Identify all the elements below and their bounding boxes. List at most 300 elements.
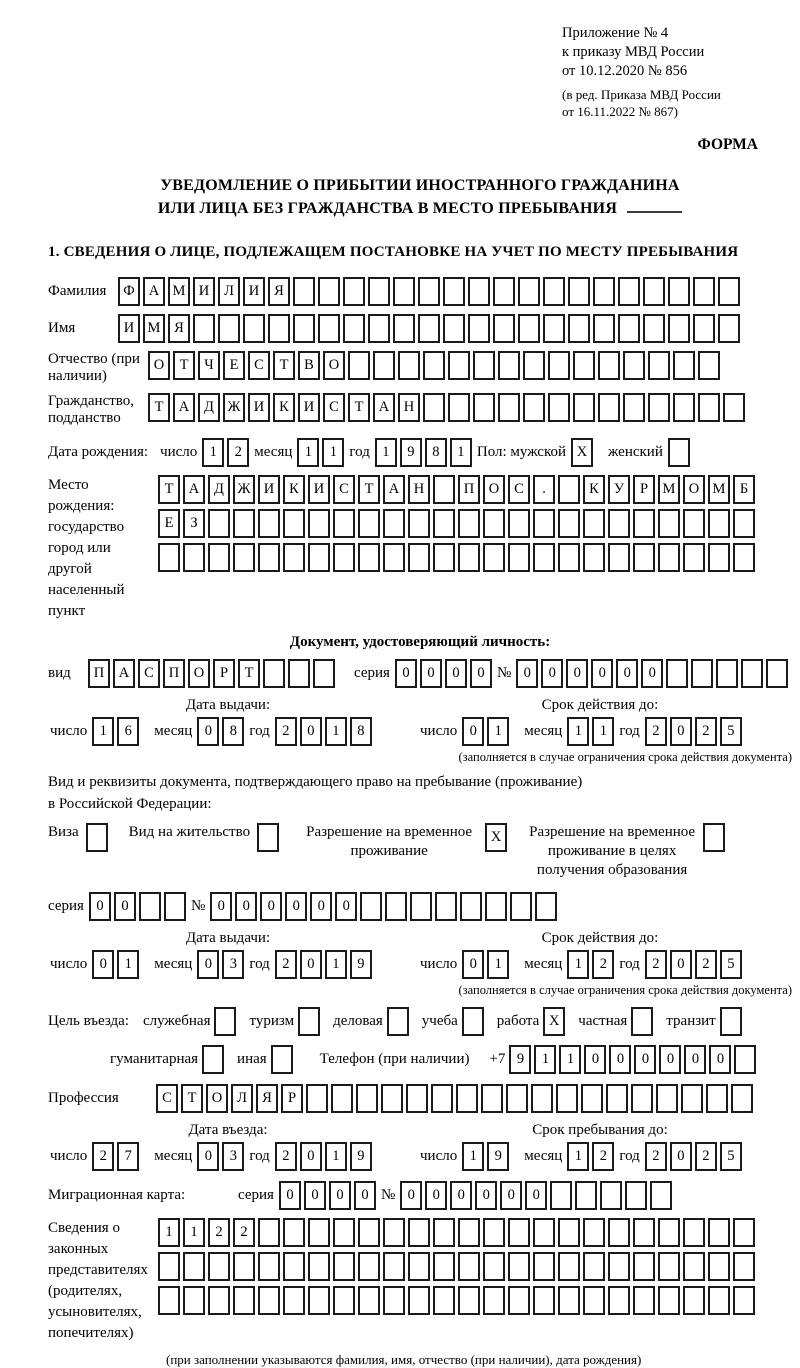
char-box[interactable]: С <box>156 1084 178 1113</box>
char-box[interactable] <box>731 1084 753 1113</box>
char-box[interactable] <box>683 1286 705 1315</box>
char-box[interactable] <box>193 314 215 343</box>
char-box[interactable]: 0 <box>300 1142 322 1171</box>
char-box[interactable]: М <box>658 475 680 504</box>
char-box[interactable] <box>683 543 705 572</box>
char-box[interactable] <box>548 393 570 422</box>
char-box[interactable]: 1 <box>462 1142 484 1171</box>
char-box[interactable]: 0 <box>300 950 322 979</box>
char-box[interactable]: 1 <box>375 438 397 467</box>
char-box[interactable] <box>583 1286 605 1315</box>
char-box[interactable] <box>483 1252 505 1281</box>
char-box[interactable] <box>458 1252 480 1281</box>
char-box[interactable]: 9 <box>350 950 372 979</box>
char-box[interactable]: 1 <box>567 717 589 746</box>
char-box[interactable]: М <box>708 475 730 504</box>
char-box[interactable] <box>733 1218 755 1247</box>
char-box[interactable] <box>510 892 532 921</box>
char-box[interactable]: 0 <box>684 1045 706 1074</box>
char-box[interactable]: 0 <box>400 1181 422 1210</box>
char-box[interactable] <box>618 314 640 343</box>
char-box[interactable]: С <box>333 475 355 504</box>
char-box[interactable]: Я <box>256 1084 278 1113</box>
char-box[interactable] <box>733 1286 755 1315</box>
char-box[interactable] <box>508 509 530 538</box>
char-box[interactable] <box>398 351 420 380</box>
char-box[interactable] <box>481 1084 503 1113</box>
char-box[interactable] <box>668 314 690 343</box>
char-box[interactable]: Т <box>358 475 380 504</box>
char-box[interactable] <box>218 314 240 343</box>
char-box[interactable]: Я <box>268 277 290 306</box>
char-box[interactable]: X <box>571 438 593 467</box>
char-box[interactable]: 1 <box>322 438 344 467</box>
char-box[interactable] <box>383 1218 405 1247</box>
char-box[interactable] <box>433 1286 455 1315</box>
char-box[interactable]: 7 <box>117 1142 139 1171</box>
char-box[interactable] <box>358 1286 380 1315</box>
char-box[interactable]: 2 <box>695 1142 717 1171</box>
char-box[interactable]: 1 <box>202 438 224 467</box>
char-box[interactable] <box>508 1252 530 1281</box>
char-box[interactable]: О <box>188 659 210 688</box>
char-box[interactable] <box>208 509 230 538</box>
char-box[interactable]: 2 <box>92 1142 114 1171</box>
char-box[interactable]: 2 <box>275 717 297 746</box>
char-box[interactable] <box>333 1218 355 1247</box>
char-box[interactable] <box>313 659 335 688</box>
char-box[interactable]: 0 <box>516 659 538 688</box>
char-box[interactable]: И <box>193 277 215 306</box>
char-box[interactable] <box>703 823 725 852</box>
char-box[interactable] <box>733 543 755 572</box>
char-box[interactable] <box>666 659 688 688</box>
char-box[interactable] <box>708 509 730 538</box>
char-box[interactable] <box>358 1218 380 1247</box>
char-box[interactable] <box>558 1286 580 1315</box>
char-box[interactable] <box>293 277 315 306</box>
char-box[interactable] <box>308 1286 330 1315</box>
char-box[interactable] <box>708 1218 730 1247</box>
char-box[interactable] <box>733 509 755 538</box>
char-box[interactable] <box>308 1218 330 1247</box>
char-box[interactable] <box>381 1084 403 1113</box>
char-box[interactable] <box>518 277 540 306</box>
char-box[interactable]: 0 <box>92 950 114 979</box>
char-box[interactable]: 0 <box>329 1181 351 1210</box>
char-box[interactable]: 0 <box>670 1142 692 1171</box>
char-box[interactable]: 0 <box>670 950 692 979</box>
char-box[interactable]: 9 <box>350 1142 372 1171</box>
char-box[interactable] <box>533 1252 555 1281</box>
char-box[interactable] <box>383 543 405 572</box>
char-box[interactable]: 0 <box>584 1045 606 1074</box>
char-box[interactable]: Я <box>168 314 190 343</box>
char-box[interactable]: 9 <box>509 1045 531 1074</box>
char-box[interactable] <box>306 1084 328 1113</box>
char-box[interactable]: А <box>143 277 165 306</box>
char-box[interactable]: 0 <box>235 892 257 921</box>
char-box[interactable]: 2 <box>645 1142 667 1171</box>
char-box[interactable] <box>283 1218 305 1247</box>
char-box[interactable] <box>208 543 230 572</box>
char-box[interactable] <box>608 543 630 572</box>
char-box[interactable] <box>558 1252 580 1281</box>
char-box[interactable]: Р <box>213 659 235 688</box>
char-box[interactable] <box>533 543 555 572</box>
char-box[interactable]: 0 <box>197 950 219 979</box>
char-box[interactable] <box>633 1218 655 1247</box>
char-box[interactable] <box>368 277 390 306</box>
char-box[interactable] <box>718 314 740 343</box>
char-box[interactable]: 1 <box>450 438 472 467</box>
char-box[interactable]: Ч <box>198 351 220 380</box>
char-box[interactable]: 3 <box>222 1142 244 1171</box>
char-box[interactable]: Ж <box>233 475 255 504</box>
char-box[interactable] <box>734 1045 756 1074</box>
char-box[interactable] <box>698 351 720 380</box>
char-box[interactable] <box>608 1286 630 1315</box>
char-box[interactable]: 0 <box>500 1181 522 1210</box>
char-box[interactable] <box>308 543 330 572</box>
char-box[interactable] <box>263 659 285 688</box>
char-box[interactable]: В <box>298 351 320 380</box>
char-box[interactable]: 0 <box>591 659 613 688</box>
char-box[interactable] <box>373 351 395 380</box>
char-box[interactable] <box>558 509 580 538</box>
char-box[interactable] <box>633 1286 655 1315</box>
char-box[interactable]: С <box>248 351 270 380</box>
char-box[interactable]: 0 <box>616 659 638 688</box>
char-box[interactable] <box>633 543 655 572</box>
char-box[interactable] <box>643 277 665 306</box>
char-box[interactable]: Т <box>173 351 195 380</box>
char-box[interactable] <box>533 509 555 538</box>
char-box[interactable] <box>543 277 565 306</box>
char-box[interactable] <box>673 393 695 422</box>
char-box[interactable] <box>418 277 440 306</box>
char-box[interactable] <box>535 892 557 921</box>
char-box[interactable] <box>716 659 738 688</box>
char-box[interactable] <box>258 1286 280 1315</box>
char-box[interactable] <box>358 509 380 538</box>
char-box[interactable] <box>333 1286 355 1315</box>
char-box[interactable]: Н <box>408 475 430 504</box>
char-box[interactable] <box>423 393 445 422</box>
char-box[interactable] <box>183 1252 205 1281</box>
char-box[interactable]: 2 <box>275 950 297 979</box>
char-box[interactable] <box>543 314 565 343</box>
char-box[interactable] <box>233 509 255 538</box>
char-box[interactable]: 0 <box>670 717 692 746</box>
char-box[interactable] <box>720 1007 742 1036</box>
char-box[interactable]: О <box>148 351 170 380</box>
char-box[interactable] <box>598 393 620 422</box>
char-box[interactable] <box>533 1286 555 1315</box>
char-box[interactable] <box>360 892 382 921</box>
char-box[interactable] <box>358 1252 380 1281</box>
char-box[interactable]: 0 <box>300 717 322 746</box>
char-box[interactable]: П <box>88 659 110 688</box>
char-box[interactable] <box>258 1252 280 1281</box>
char-box[interactable] <box>283 509 305 538</box>
char-box[interactable] <box>575 1181 597 1210</box>
char-box[interactable] <box>433 1252 455 1281</box>
char-box[interactable] <box>158 1252 180 1281</box>
char-box[interactable] <box>418 314 440 343</box>
char-box[interactable] <box>708 1286 730 1315</box>
char-box[interactable] <box>410 892 432 921</box>
char-box[interactable]: 2 <box>208 1218 230 1247</box>
char-box[interactable]: 3 <box>222 950 244 979</box>
char-box[interactable]: А <box>373 393 395 422</box>
char-box[interactable]: И <box>243 277 265 306</box>
char-box[interactable]: 2 <box>645 717 667 746</box>
char-box[interactable] <box>506 1084 528 1113</box>
char-box[interactable]: 1 <box>592 717 614 746</box>
char-box[interactable]: О <box>206 1084 228 1113</box>
char-box[interactable]: П <box>163 659 185 688</box>
char-box[interactable] <box>708 543 730 572</box>
char-box[interactable] <box>485 892 507 921</box>
char-box[interactable] <box>343 277 365 306</box>
char-box[interactable]: 0 <box>285 892 307 921</box>
char-box[interactable]: 0 <box>450 1181 472 1210</box>
char-box[interactable] <box>741 659 763 688</box>
char-box[interactable] <box>393 277 415 306</box>
char-box[interactable]: 1 <box>487 950 509 979</box>
char-box[interactable] <box>383 1286 405 1315</box>
char-box[interactable] <box>164 892 186 921</box>
char-box[interactable]: 5 <box>720 1142 742 1171</box>
char-box[interactable] <box>356 1084 378 1113</box>
char-box[interactable] <box>456 1084 478 1113</box>
char-box[interactable] <box>583 1218 605 1247</box>
char-box[interactable]: 0 <box>462 950 484 979</box>
char-box[interactable]: 1 <box>534 1045 556 1074</box>
char-box[interactable]: 5 <box>720 950 742 979</box>
char-box[interactable]: 2 <box>227 438 249 467</box>
char-box[interactable] <box>691 659 713 688</box>
char-box[interactable]: Ж <box>223 393 245 422</box>
char-box[interactable] <box>433 543 455 572</box>
char-box[interactable]: Е <box>158 509 180 538</box>
char-box[interactable]: 0 <box>541 659 563 688</box>
char-box[interactable] <box>433 475 455 504</box>
char-box[interactable]: 0 <box>197 717 219 746</box>
char-box[interactable] <box>243 314 265 343</box>
char-box[interactable] <box>608 1218 630 1247</box>
char-box[interactable] <box>718 277 740 306</box>
char-box[interactable] <box>573 351 595 380</box>
char-box[interactable] <box>681 1084 703 1113</box>
char-box[interactable] <box>408 1286 430 1315</box>
char-box[interactable]: 1 <box>183 1218 205 1247</box>
char-box[interactable]: 0 <box>304 1181 326 1210</box>
char-box[interactable] <box>558 1218 580 1247</box>
char-box[interactable] <box>468 314 490 343</box>
char-box[interactable] <box>283 1286 305 1315</box>
char-box[interactable]: 1 <box>325 717 347 746</box>
char-box[interactable] <box>633 509 655 538</box>
char-box[interactable] <box>723 393 745 422</box>
char-box[interactable]: 1 <box>325 950 347 979</box>
char-box[interactable] <box>518 314 540 343</box>
char-box[interactable]: X <box>543 1007 565 1036</box>
char-box[interactable] <box>698 393 720 422</box>
char-box[interactable] <box>493 314 515 343</box>
char-box[interactable] <box>393 314 415 343</box>
char-box[interactable]: С <box>138 659 160 688</box>
char-box[interactable] <box>258 1218 280 1247</box>
char-box[interactable] <box>408 1218 430 1247</box>
char-box[interactable] <box>668 277 690 306</box>
char-box[interactable] <box>183 543 205 572</box>
char-box[interactable] <box>483 1286 505 1315</box>
char-box[interactable] <box>308 1252 330 1281</box>
char-box[interactable]: 0 <box>525 1181 547 1210</box>
char-box[interactable] <box>333 509 355 538</box>
char-box[interactable]: 2 <box>695 717 717 746</box>
char-box[interactable] <box>435 892 457 921</box>
char-box[interactable] <box>673 351 695 380</box>
char-box[interactable] <box>593 314 615 343</box>
char-box[interactable]: А <box>383 475 405 504</box>
char-box[interactable]: 0 <box>114 892 136 921</box>
char-box[interactable]: И <box>298 393 320 422</box>
char-box[interactable] <box>508 1286 530 1315</box>
char-box[interactable] <box>86 823 108 852</box>
char-box[interactable]: 1 <box>92 717 114 746</box>
char-box[interactable] <box>331 1084 353 1113</box>
char-box[interactable]: Д <box>198 393 220 422</box>
char-box[interactable] <box>458 1286 480 1315</box>
char-box[interactable] <box>608 1252 630 1281</box>
char-box[interactable] <box>658 509 680 538</box>
char-box[interactable]: 0 <box>641 659 663 688</box>
char-box[interactable]: Е <box>223 351 245 380</box>
char-box[interactable] <box>658 1252 680 1281</box>
char-box[interactable]: 8 <box>350 717 372 746</box>
char-box[interactable] <box>288 659 310 688</box>
char-box[interactable] <box>568 277 590 306</box>
char-box[interactable] <box>458 543 480 572</box>
char-box[interactable]: 8 <box>222 717 244 746</box>
char-box[interactable] <box>448 393 470 422</box>
char-box[interactable] <box>433 509 455 538</box>
char-box[interactable] <box>460 892 482 921</box>
char-box[interactable]: Т <box>158 475 180 504</box>
char-box[interactable] <box>333 1252 355 1281</box>
char-box[interactable]: Т <box>273 351 295 380</box>
char-box[interactable] <box>268 314 290 343</box>
char-box[interactable]: 1 <box>297 438 319 467</box>
char-box[interactable]: 1 <box>567 1142 589 1171</box>
char-box[interactable] <box>633 1252 655 1281</box>
char-box[interactable] <box>139 892 161 921</box>
char-box[interactable] <box>257 823 279 852</box>
char-box[interactable] <box>508 1218 530 1247</box>
char-box[interactable]: З <box>183 509 205 538</box>
char-box[interactable] <box>608 509 630 538</box>
char-box[interactable] <box>658 543 680 572</box>
char-box[interactable] <box>531 1084 553 1113</box>
char-box[interactable] <box>598 351 620 380</box>
char-box[interactable]: П <box>458 475 480 504</box>
char-box[interactable]: К <box>283 475 305 504</box>
char-box[interactable] <box>368 314 390 343</box>
char-box[interactable] <box>733 1252 755 1281</box>
char-box[interactable]: 2 <box>592 950 614 979</box>
char-box[interactable]: И <box>308 475 330 504</box>
char-box[interactable] <box>448 351 470 380</box>
char-box[interactable]: 9 <box>400 438 422 467</box>
char-box[interactable]: 1 <box>487 717 509 746</box>
char-box[interactable]: К <box>583 475 605 504</box>
char-box[interactable] <box>648 351 670 380</box>
char-box[interactable]: Л <box>218 277 240 306</box>
char-box[interactable] <box>581 1084 603 1113</box>
char-box[interactable] <box>258 543 280 572</box>
char-box[interactable] <box>658 1286 680 1315</box>
char-box[interactable] <box>600 1181 622 1210</box>
char-box[interactable] <box>631 1084 653 1113</box>
char-box[interactable] <box>233 1252 255 1281</box>
char-box[interactable] <box>508 543 530 572</box>
char-box[interactable]: Т <box>148 393 170 422</box>
char-box[interactable] <box>433 1218 455 1247</box>
char-box[interactable]: 6 <box>117 717 139 746</box>
char-box[interactable]: 1 <box>559 1045 581 1074</box>
char-box[interactable]: О <box>323 351 345 380</box>
char-box[interactable]: 0 <box>709 1045 731 1074</box>
char-box[interactable]: 0 <box>420 659 442 688</box>
char-box[interactable]: О <box>683 475 705 504</box>
char-box[interactable]: О <box>483 475 505 504</box>
char-box[interactable] <box>343 314 365 343</box>
char-box[interactable] <box>498 351 520 380</box>
char-box[interactable]: 5 <box>720 717 742 746</box>
char-box[interactable] <box>462 1007 484 1036</box>
char-box[interactable] <box>523 351 545 380</box>
char-box[interactable]: Н <box>398 393 420 422</box>
char-box[interactable] <box>408 1252 430 1281</box>
char-box[interactable] <box>631 1007 653 1036</box>
char-box[interactable] <box>708 1252 730 1281</box>
char-box[interactable] <box>385 892 407 921</box>
char-box[interactable]: 0 <box>395 659 417 688</box>
char-box[interactable]: 2 <box>592 1142 614 1171</box>
char-box[interactable] <box>233 1286 255 1315</box>
char-box[interactable] <box>348 351 370 380</box>
char-box[interactable] <box>293 314 315 343</box>
char-box[interactable]: Т <box>181 1084 203 1113</box>
char-box[interactable] <box>548 351 570 380</box>
char-box[interactable] <box>283 1252 305 1281</box>
char-box[interactable]: 1 <box>117 950 139 979</box>
char-box[interactable] <box>693 314 715 343</box>
char-box[interactable]: . <box>533 475 555 504</box>
char-box[interactable] <box>233 543 255 572</box>
char-box[interactable] <box>443 277 465 306</box>
char-box[interactable]: 0 <box>475 1181 497 1210</box>
char-box[interactable] <box>493 277 515 306</box>
char-box[interactable] <box>623 393 645 422</box>
char-box[interactable] <box>383 509 405 538</box>
char-box[interactable]: 0 <box>470 659 492 688</box>
char-box[interactable] <box>583 1252 605 1281</box>
char-box[interactable] <box>573 393 595 422</box>
